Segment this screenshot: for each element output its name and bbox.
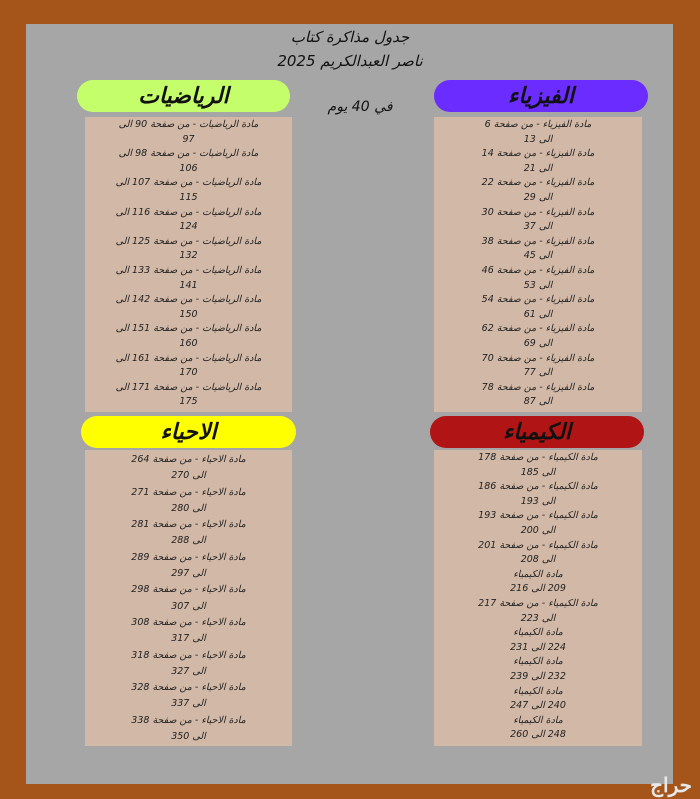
biology-header: الاحياء <box>81 416 296 448</box>
biology-entry-line: الى 288 <box>171 535 206 547</box>
chemistry-entry-line: الى 193 <box>520 495 556 507</box>
physics-entry-line: الى 45 <box>523 250 553 262</box>
chemistry-entry-line: الى 200 <box>520 524 556 536</box>
math-entry-line: مادة الرياضيات - من صفحة 161 الى <box>115 352 262 364</box>
math-entry-line: 175 <box>179 396 198 408</box>
math-entry-line: 115 <box>179 191 198 203</box>
math-entry-line: مادة الرياضيات - من صفحة 151 الى <box>115 323 262 335</box>
math-header: الرياضيات <box>77 80 290 112</box>
math-list <box>85 117 292 410</box>
physics-entry-line: الى 87 <box>523 396 553 408</box>
chemistry-entry-line: 232 الى 239 <box>510 670 566 682</box>
physics-entry-line: مادة الفيزياء - من صفحة 54 <box>481 294 595 306</box>
chemistry-entry-line: الى 223 <box>520 612 556 624</box>
biology-entry-line: مادة الاحياء - من صفحة 338 <box>131 714 246 726</box>
math-entry-line: مادة الرياضيات - من صفحة 125 الى <box>115 235 262 247</box>
math-entry-line: 97 <box>182 133 195 145</box>
math-entry-line: مادة الرياضيات - من صفحة 171 الى <box>115 381 262 393</box>
biology-entry-line: الى 317 <box>171 633 206 645</box>
chemistry-entry-line: الى 208 <box>520 554 556 566</box>
biology-entry-line: الى 327 <box>171 665 206 677</box>
chemistry-header: الكيمياء <box>430 416 644 448</box>
biology-entry-line: مادة الاحياء - من صفحة 271 <box>131 486 246 498</box>
physics-header: الفيزياء <box>434 80 648 112</box>
chemistry-entry-line: مادة الكيمياء - من صفحة 201 <box>478 539 598 551</box>
physics-entry-line: الى 53 <box>523 279 553 291</box>
biology-list <box>85 450 292 745</box>
physics-entry-line: الى 69 <box>523 337 553 349</box>
physics-entry-line: مادة الفيزياء - من صفحة 30 <box>481 206 595 218</box>
biology-entry-line: مادة الاحياء - من صفحة 289 <box>131 551 246 563</box>
site-watermark: حراج <box>650 773 692 797</box>
math-entry-line: 141 <box>179 279 198 291</box>
math-entry-line: مادة الرياضيات - من صفحة 107 الى <box>115 177 262 189</box>
chemistry-entry-line: مادة الكيمياء <box>513 568 563 580</box>
physics-entry-line: الى 13 <box>523 133 553 145</box>
physics-entry-line: مادة الفيزياء - من صفحة 62 <box>481 323 595 335</box>
chemistry-entry-line: الى 185 <box>520 466 556 478</box>
biology-entry-line: مادة الاحياء - من صفحة 281 <box>131 519 246 531</box>
math-entry-line: مادة الرياضيات - من صفحة 98 الى <box>118 148 259 160</box>
chemistry-panel <box>434 450 642 746</box>
page-subtitle: ناصر العبدالكريم 2025 <box>277 52 423 70</box>
biology-entry-line: مادة الاحياء - من صفحة 264 <box>131 454 246 465</box>
biology-entry-line: مادة الاحياء - من صفحة 308 <box>131 616 246 628</box>
physics-entry-line: الى 77 <box>523 367 553 379</box>
biology-entry-line: الى 350 <box>171 731 206 743</box>
chemistry-entry-line: مادة الكيمياء - من صفحة 178 <box>478 452 598 463</box>
chemistry-entry-line: مادة الكيمياء - من صفحة 217 <box>478 597 598 609</box>
chemistry-entry-line: 209 الى 216 <box>510 583 566 595</box>
biology-entry-line: مادة الاحياء - من صفحة 318 <box>131 649 246 661</box>
physics-entry-line: الى 61 <box>523 308 553 320</box>
chemistry-list <box>434 450 642 743</box>
physics-panel <box>434 117 642 412</box>
chemistry-entry-line: مادة الكيمياء <box>513 685 563 697</box>
biology-entry-line: الى 297 <box>171 568 206 580</box>
chemistry-entry-line: 240 الى 247 <box>510 700 566 712</box>
chemistry-entry-line: مادة الكيمياء - من صفحة 193 <box>478 510 598 522</box>
math-entry-line: 160 <box>179 337 198 349</box>
biology-entry-line: الى 270 <box>171 470 206 482</box>
biology-entry-line: مادة الاحياء - من صفحة 328 <box>131 682 246 694</box>
math-entry-line: مادة الرياضيات - من صفحة 133 الى <box>115 264 262 276</box>
math-entry-line: مادة الرياضيات - من صفحة 142 الى <box>115 294 262 306</box>
physics-entry-line: مادة الفيزياء - من صفحة 70 <box>481 352 595 364</box>
math-entry-line: 132 <box>179 250 198 262</box>
math-panel <box>85 117 292 412</box>
physics-entry-line: مادة الفيزياء - من صفحة 38 <box>481 235 595 247</box>
biology-entry-line: الى 280 <box>171 502 206 514</box>
chemistry-entry-line: 224 الى 231 <box>510 641 566 653</box>
math-entry-line: 170 <box>179 367 198 379</box>
chemistry-entry-line: مادة الكيمياء - من صفحة 186 <box>478 481 598 493</box>
physics-entry-line: مادة الفيزياء - من صفحة 78 <box>481 381 595 393</box>
physics-entry-line: الى 21 <box>523 162 553 174</box>
biology-entry-line: مادة الاحياء - من صفحة 298 <box>131 584 246 596</box>
chemistry-entry-line: مادة الكيمياء <box>513 656 563 668</box>
math-entry-line: 150 <box>179 308 198 320</box>
math-entry-line: مادة الرياضيات - من صفحة 90 الى <box>118 119 259 130</box>
page-title: جدول مذاكرة كتاب <box>290 28 410 46</box>
chemistry-entry-line: 248 الى 260 <box>510 729 566 741</box>
physics-entry-line: الى 37 <box>523 221 553 233</box>
physics-entry-line: مادة الفيزياء - من صفحة 46 <box>481 264 595 276</box>
duration-label: في 40 يوم <box>327 99 393 115</box>
biology-entry-line: الى 307 <box>171 600 206 612</box>
physics-entry-line: الى 29 <box>523 191 553 203</box>
physics-list <box>434 117 642 410</box>
chemistry-entry-line: مادة الكيمياء <box>513 627 563 639</box>
biology-panel <box>85 450 292 746</box>
physics-entry-line: مادة الفيزياء - من صفحة 6 <box>484 119 592 130</box>
chemistry-entry-line: مادة الكيمياء <box>513 714 563 726</box>
math-entry-line: 124 <box>179 221 198 233</box>
physics-entry-line: مادة الفيزياء - من صفحة 14 <box>481 148 595 160</box>
biology-entry-line: الى 337 <box>171 698 206 710</box>
math-entry-line: مادة الرياضيات - من صفحة 116 الى <box>115 206 262 218</box>
physics-entry-line: مادة الفيزياء - من صفحة 22 <box>481 177 595 189</box>
math-entry-line: 106 <box>179 162 198 174</box>
